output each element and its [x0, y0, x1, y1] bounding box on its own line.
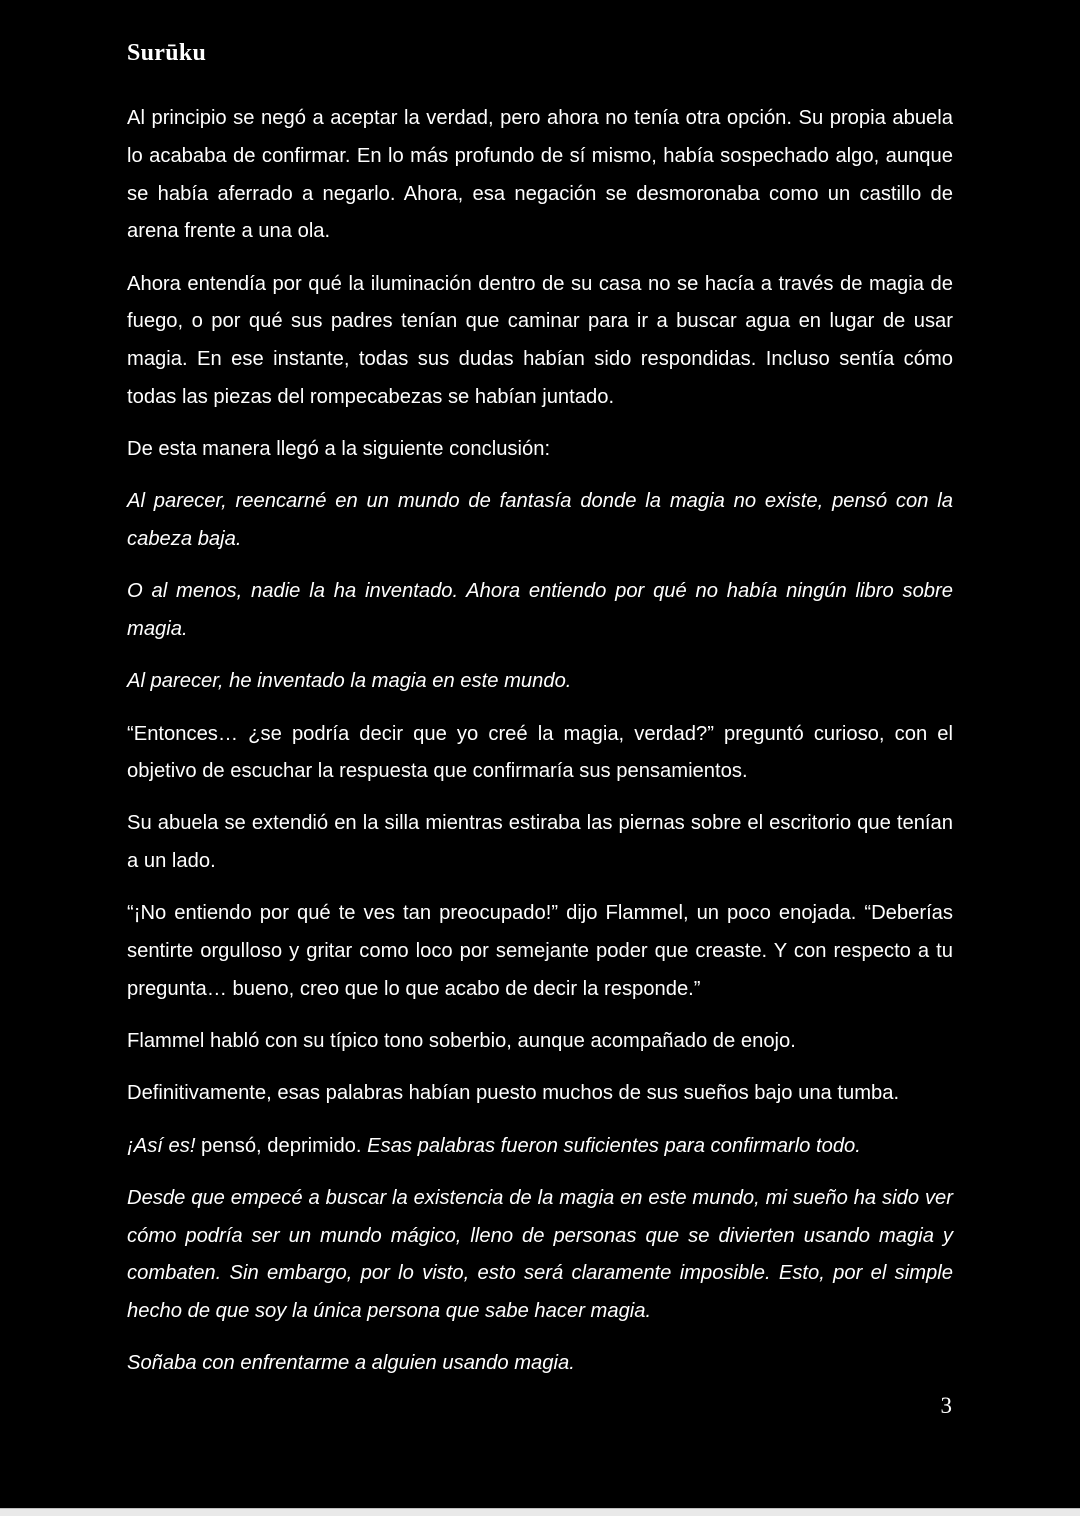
paragraph-13-thought: Desde que empecé a buscar la existencia de la magia en este mundo, mi sueño ha sido ver cómo podría ser un mundo mágico, lleno de personas que se divierten usando magia y combaten. Sin embargo, por lo visto, esto será claramente imposible. Esto, por el simple hecho de que soy la única persona que sabe hacer magia. — [127, 1186, 953, 1323]
paragraph-8: Su abuela se extendió en la silla mientras estiraba las piernas sobre el escritorio que tenían a un lado. — [127, 812, 953, 873]
paragraph-2: Ahora entendía por qué la iluminación dentro de su casa no se hacía a través de magia de fuego, o por qué sus padres tenían que caminar para ir a buscar agua en lugar de usar magia. En ese instante, todas sus dudas habían sido respondidas. Incluso sentía cómo todas las piezas del rompecabezas se habían juntado. — [127, 272, 953, 408]
paragraph-14-thought: Soñaba con enfrentarme a alguien usando magia. — [127, 1352, 575, 1375]
paragraph-9: “¡No entiendo por qué te ves tan preocupado!” dijo Flammel, un poco enojada. “Deberías sentirte orgulloso y gritar como loco por semejante poder que creaste. Y con respecto a tu pregunta… bueno, creo que lo que acabo de decir la responde.” — [127, 902, 953, 1001]
paragraph-12-segment-1: ¡Así es! — [127, 1134, 196, 1157]
paragraph-3: De esta manera llegó a la siguiente conclusión: — [127, 438, 551, 461]
paragraph-4-thought: Al parecer, reencarné en un mundo de fantasía donde la magia no existe, pensó con la cabeza baja. — [127, 490, 953, 551]
paragraph-5-thought: O al menos, nadie la ha inventado. Ahora entiendo por qué no había ningún libro sobre magia. — [127, 580, 953, 641]
paragraph-7: “Entonces… ¿se podría decir que yo creé la magia, verdad?” preguntó curioso, con el objetivo de escuchar la respuesta que confirmaría sus pensamientos. — [127, 722, 953, 783]
page-bottom-edge — [0, 1508, 1080, 1516]
paragraph-1: Al principio se negó a aceptar la verdad, pero ahora no tenía otra opción. Su propia abuela lo acababa de confirmar. En lo más profundo de sí mismo, había sospechado algo, aunque se había aferrado a negarlo. Ahora, esa negación se desmoronaba como un castillo de arena frente a una ola. — [127, 107, 953, 243]
paragraph-11: Definitivamente, esas palabras habían puesto muchos de sus sueños bajo una tumba. — [127, 1082, 900, 1105]
paragraph-12-mixed — [127, 1128, 953, 1166]
paragraph-6-thought: Al parecer, he inventado la magia en este mundo. — [127, 670, 572, 693]
running-header-title: Surūku — [127, 40, 207, 66]
paragraph-12-segment-3: Esas palabras fueron suficientes para confirmarlo todo. — [367, 1134, 861, 1157]
body-text — [127, 100, 953, 1398]
paragraph-10: Flammel habló con su típico tono soberbio, aunque acompañado de enojo. — [127, 1030, 796, 1053]
paragraph-12-segment-2: pensó, deprimido. — [195, 1134, 368, 1157]
page-number: 3 — [940, 1393, 952, 1418]
